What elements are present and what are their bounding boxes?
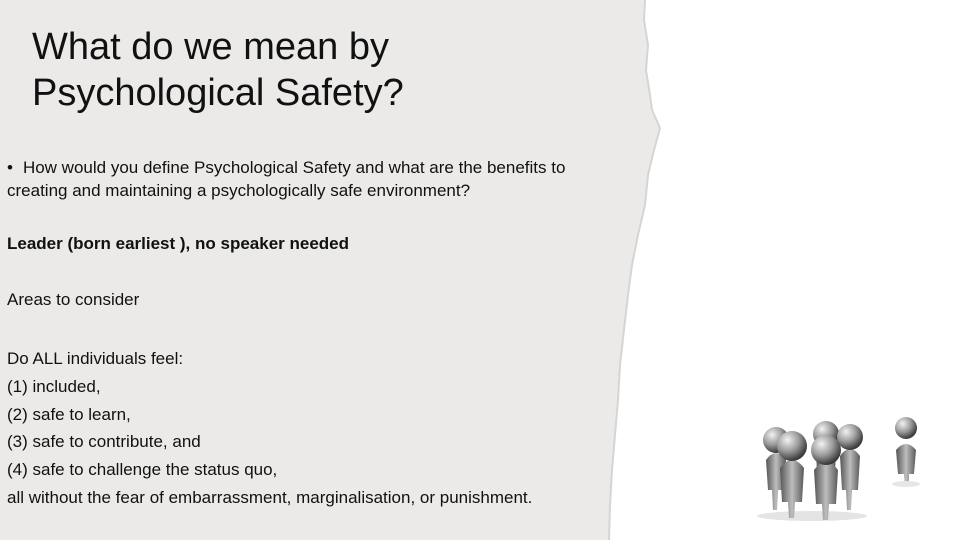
question-text-1: How would you define Psychological Safety and what are the benefits to <box>22 158 566 177</box>
title-line-1: What do we mean by <box>32 26 389 68</box>
list-item: (2) safe to learn, <box>7 404 131 424</box>
list-item: Do ALL individuals feel: <box>7 349 184 368</box>
group-of-people-with-one-outsider-icon <box>752 410 932 522</box>
list-item: (4) safe to challenge the status quo, <box>7 460 278 480</box>
list-item: (1) included, <box>7 376 101 396</box>
question-line-1 <box>7 156 627 179</box>
leader-note: Leader (born earliest ), no speaker needed <box>7 234 350 253</box>
question-bullet <box>7 156 627 202</box>
areas-heading: Areas to consider <box>7 290 140 309</box>
title-line-2: Psychological Safety? <box>32 72 404 114</box>
considerations-list <box>7 345 532 512</box>
question-line-2: creating and maintaining a psychologically safe environment? <box>7 181 471 200</box>
bullet-marker: • <box>7 158 13 177</box>
slide-title <box>32 24 612 116</box>
list-item: all without the fear of embarrassment, marginalisation, or punishment. <box>7 487 533 507</box>
list-item: (3) safe to contribute, and <box>7 432 201 452</box>
slide-body <box>7 156 627 507</box>
